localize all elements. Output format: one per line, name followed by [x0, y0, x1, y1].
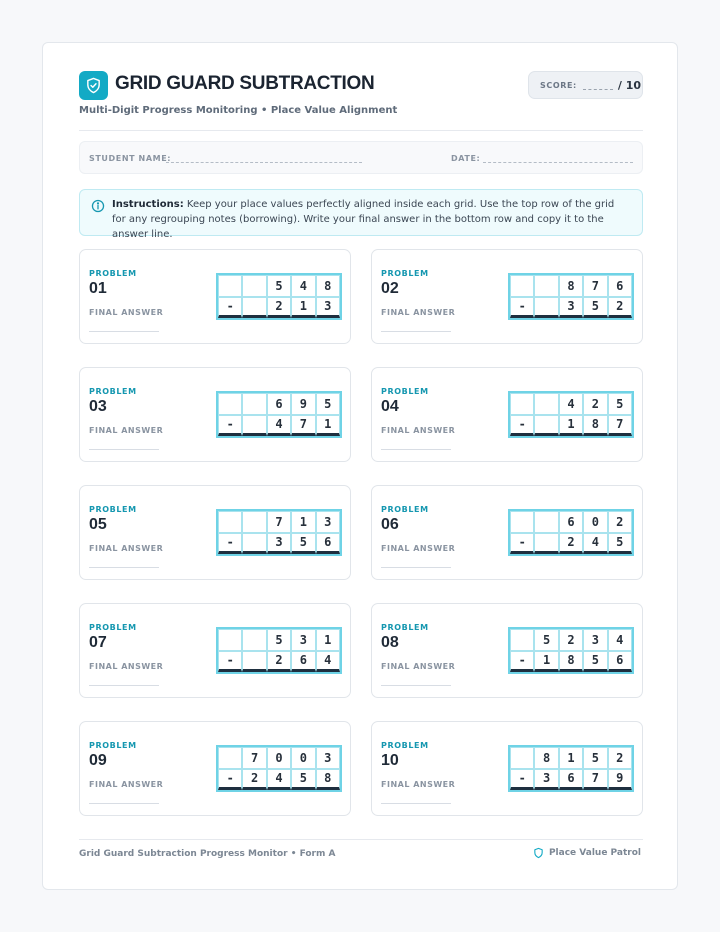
final-answer-label: FINAL ANSWER: [381, 308, 456, 317]
subtrahend-cell[interactable]: -: [218, 651, 242, 673]
minuend-cell[interactable]: 1: [291, 511, 315, 533]
minuend-cell[interactable]: [242, 275, 266, 297]
minuend-cell[interactable]: 7: [583, 275, 607, 297]
minuend-cell[interactable]: 4: [559, 393, 583, 415]
minuend-cell[interactable]: 0: [267, 747, 291, 769]
subtrahend-cell[interactable]: 7: [291, 415, 315, 437]
final-answer-line[interactable]: [89, 567, 159, 568]
final-answer-line[interactable]: [381, 331, 451, 332]
problem-card: [371, 485, 643, 580]
student-info-row: [79, 141, 643, 174]
subtrahend-cell[interactable]: 2: [559, 533, 583, 555]
minuend-cell[interactable]: 3: [291, 629, 315, 651]
problem-number: 01: [89, 280, 107, 297]
minuend-cell[interactable]: 5: [316, 393, 340, 415]
place-value-grid: [508, 509, 634, 556]
subtrahend-cell[interactable]: -: [218, 769, 242, 791]
final-answer-line[interactable]: [381, 449, 451, 450]
subtrahend-cell[interactable]: 6: [608, 651, 632, 673]
subtrahend-cell[interactable]: 8: [316, 769, 340, 791]
place-value-grid: [508, 627, 634, 674]
minuend-cell[interactable]: 6: [608, 275, 632, 297]
minuend-cell[interactable]: 6: [559, 511, 583, 533]
minuend-cell[interactable]: [534, 511, 558, 533]
problem-label: PROBLEM: [89, 505, 137, 514]
page-title: GRID GUARD SUBTRACTION: [115, 73, 375, 94]
final-answer-label: FINAL ANSWER: [89, 544, 164, 553]
footer-divider: [79, 839, 643, 840]
info-icon: [91, 199, 105, 213]
subtrahend-cell[interactable]: -: [510, 651, 534, 673]
date-field[interactable]: [483, 162, 633, 163]
place-value-grid: [508, 745, 634, 792]
instructions-box: [79, 189, 643, 240]
final-answer-label: FINAL ANSWER: [89, 780, 164, 789]
problem-label: PROBLEM: [89, 269, 137, 278]
instructions-body: Keep your place values perfectly aligned inside each grid. Use the top row of the grid for any regrouping notes (borrowing). Write your final answer in the bottom row and copy it to the answer line.: [112, 199, 615, 240]
header-divider: [79, 130, 643, 131]
minuend-cell[interactable]: 2: [608, 511, 632, 533]
score-label: SCORE:: [540, 80, 577, 90]
final-answer-line[interactable]: [89, 685, 159, 686]
worksheet-page: [42, 42, 678, 890]
minuend-cell[interactable]: [510, 511, 534, 533]
final-answer-label: FINAL ANSWER: [381, 662, 456, 671]
footer-form-label: Grid Guard Subtraction Progress Monitor • Form A: [79, 849, 336, 859]
subtrahend-cell[interactable]: 4: [267, 415, 291, 437]
minuend-cell[interactable]: 5: [267, 275, 291, 297]
subtrahend-cell[interactable]: [534, 415, 558, 437]
subtrahend-cell[interactable]: 5: [608, 533, 632, 555]
problem-card: [371, 603, 643, 698]
minuend-cell[interactable]: 0: [291, 747, 315, 769]
shield-check-icon: [79, 71, 108, 100]
problem-card: [371, 367, 643, 462]
instructions-lead: Instructions:: [112, 199, 184, 210]
problem-number: 04: [381, 398, 399, 415]
subtrahend-cell[interactable]: 3: [267, 533, 291, 555]
subtrahend-cell[interactable]: [242, 297, 266, 319]
subtrahend-cell[interactable]: 1: [316, 415, 340, 437]
problem-number: 03: [89, 398, 107, 415]
problem-card: [79, 367, 351, 462]
place-value-grid: [508, 391, 634, 438]
final-answer-label: FINAL ANSWER: [89, 662, 164, 671]
minuend-cell[interactable]: [242, 393, 266, 415]
footer-brand: [533, 847, 641, 859]
minuend-cell[interactable]: 1: [559, 747, 583, 769]
subtrahend-cell[interactable]: 8: [559, 651, 583, 673]
score-field[interactable]: [583, 80, 613, 90]
page-subtitle: Multi-Digit Progress Monitoring • Place Value Alignment: [79, 105, 398, 116]
subtrahend-cell[interactable]: 3: [316, 297, 340, 319]
minuend-cell[interactable]: 2: [583, 393, 607, 415]
problem-label: PROBLEM: [381, 623, 429, 632]
minuend-cell[interactable]: 3: [583, 629, 607, 651]
minuend-cell[interactable]: 6: [267, 393, 291, 415]
minuend-cell[interactable]: 3: [316, 747, 340, 769]
minuend-cell[interactable]: 4: [608, 629, 632, 651]
subtrahend-cell[interactable]: 5: [583, 297, 607, 319]
place-value-grid: [216, 391, 342, 438]
place-value-grid: [216, 273, 342, 320]
problem-label: PROBLEM: [89, 387, 137, 396]
subtrahend-cell[interactable]: 4: [316, 651, 340, 673]
header: [79, 71, 643, 131]
subtrahend-cell[interactable]: 5: [291, 769, 315, 791]
subtrahend-cell[interactable]: 9: [608, 769, 632, 791]
minuend-cell[interactable]: [534, 393, 558, 415]
place-value-grid: [216, 745, 342, 792]
subtrahend-cell[interactable]: 6: [291, 651, 315, 673]
subtrahend-cell[interactable]: -: [510, 297, 534, 319]
final-answer-label: FINAL ANSWER: [89, 308, 164, 317]
subtrahend-cell[interactable]: 4: [267, 769, 291, 791]
final-answer-line[interactable]: [381, 803, 451, 804]
final-answer-label: FINAL ANSWER: [89, 426, 164, 435]
minuend-cell[interactable]: [534, 275, 558, 297]
minuend-cell[interactable]: [218, 629, 242, 651]
final-answer-line[interactable]: [381, 567, 451, 568]
minuend-cell[interactable]: [218, 747, 242, 769]
place-value-grid: [216, 509, 342, 556]
problem-label: PROBLEM: [89, 741, 137, 750]
minuend-cell[interactable]: [510, 275, 534, 297]
place-value-grid: [508, 273, 634, 320]
minuend-cell[interactable]: [242, 511, 266, 533]
subtrahend-cell[interactable]: 4: [583, 533, 607, 555]
shield-outline-icon: [533, 847, 544, 859]
subtrahend-cell[interactable]: 7: [583, 769, 607, 791]
problem-label: PROBLEM: [89, 623, 137, 632]
subtrahend-cell[interactable]: -: [218, 297, 242, 319]
subtrahend-cell[interactable]: 2: [242, 769, 266, 791]
subtrahend-cell[interactable]: [242, 533, 266, 555]
problem-number: 05: [89, 516, 107, 533]
subtrahend-cell[interactable]: 2: [267, 297, 291, 319]
final-answer-label: FINAL ANSWER: [381, 426, 456, 435]
subtrahend-cell[interactable]: -: [218, 415, 242, 437]
subtrahend-cell[interactable]: 6: [559, 769, 583, 791]
minuend-cell[interactable]: 7: [267, 511, 291, 533]
subtrahend-cell[interactable]: 5: [291, 533, 315, 555]
student-name-label: STUDENT NAME:: [89, 154, 172, 163]
minuend-cell[interactable]: 1: [316, 629, 340, 651]
problem-card: [371, 721, 643, 816]
minuend-cell[interactable]: [510, 747, 534, 769]
subtrahend-cell[interactable]: 3: [534, 769, 558, 791]
subtrahend-cell[interactable]: 1: [559, 415, 583, 437]
subtrahend-cell[interactable]: -: [510, 769, 534, 791]
score-total: / 10: [617, 78, 642, 92]
final-answer-line[interactable]: [381, 685, 451, 686]
minuend-cell[interactable]: 5: [583, 747, 607, 769]
subtrahend-cell[interactable]: 8: [583, 415, 607, 437]
problem-label: PROBLEM: [381, 387, 429, 396]
date-label: DATE:: [451, 154, 481, 163]
problem-label: PROBLEM: [381, 269, 429, 278]
subtrahend-cell[interactable]: 2: [267, 651, 291, 673]
problem-card: [79, 721, 351, 816]
instructions-text: [112, 199, 614, 240]
problem-number: 10: [381, 752, 399, 769]
final-answer-line[interactable]: [89, 803, 159, 804]
student-name-field[interactable]: [166, 162, 362, 163]
subtrahend-cell[interactable]: -: [510, 415, 534, 437]
subtrahend-cell[interactable]: 7: [608, 415, 632, 437]
final-answer-line[interactable]: [89, 449, 159, 450]
minuend-cell[interactable]: 2: [559, 629, 583, 651]
minuend-cell[interactable]: [510, 393, 534, 415]
subtrahend-cell[interactable]: [242, 651, 266, 673]
minuend-cell[interactable]: 8: [559, 275, 583, 297]
problem-label: PROBLEM: [381, 741, 429, 750]
subtrahend-cell[interactable]: [534, 297, 558, 319]
minuend-cell[interactable]: [218, 275, 242, 297]
subtrahend-cell[interactable]: 1: [534, 651, 558, 673]
problem-card: [79, 485, 351, 580]
subtrahend-cell[interactable]: -: [510, 533, 534, 555]
problem-card: [79, 603, 351, 698]
minuend-cell[interactable]: 8: [534, 747, 558, 769]
minuend-cell[interactable]: 8: [316, 275, 340, 297]
subtrahend-cell[interactable]: [242, 415, 266, 437]
minuend-cell[interactable]: 7: [242, 747, 266, 769]
minuend-cell[interactable]: [218, 393, 242, 415]
subtrahend-cell[interactable]: 5: [583, 651, 607, 673]
minuend-cell[interactable]: 5: [534, 629, 558, 651]
problem-number: 08: [381, 634, 399, 651]
place-value-grid: [216, 627, 342, 674]
score-box: [528, 71, 643, 99]
minuend-cell[interactable]: 3: [316, 511, 340, 533]
minuend-cell[interactable]: 9: [291, 393, 315, 415]
subtrahend-cell[interactable]: 1: [291, 297, 315, 319]
minuend-cell[interactable]: 5: [267, 629, 291, 651]
minuend-cell[interactable]: [218, 511, 242, 533]
subtrahend-cell[interactable]: -: [218, 533, 242, 555]
problem-card: [371, 249, 643, 344]
problem-label: PROBLEM: [381, 505, 429, 514]
subtrahend-cell[interactable]: [534, 533, 558, 555]
minuend-cell[interactable]: 4: [291, 275, 315, 297]
minuend-cell[interactable]: 5: [608, 393, 632, 415]
final-answer-label: FINAL ANSWER: [381, 780, 456, 789]
minuend-cell[interactable]: 0: [583, 511, 607, 533]
problem-number: 02: [381, 280, 399, 297]
final-answer-line[interactable]: [89, 331, 159, 332]
problem-number: 07: [89, 634, 107, 651]
subtrahend-cell[interactable]: 2: [608, 297, 632, 319]
footer-brand-label: Place Value Patrol: [548, 848, 641, 858]
minuend-cell[interactable]: [510, 629, 534, 651]
final-answer-label: FINAL ANSWER: [381, 544, 456, 553]
subtrahend-cell[interactable]: 6: [316, 533, 340, 555]
minuend-cell[interactable]: 2: [608, 747, 632, 769]
problem-number: 06: [381, 516, 399, 533]
subtrahend-cell[interactable]: 3: [559, 297, 583, 319]
problem-number: 09: [89, 752, 107, 769]
minuend-cell[interactable]: [242, 629, 266, 651]
problem-card: [79, 249, 351, 344]
